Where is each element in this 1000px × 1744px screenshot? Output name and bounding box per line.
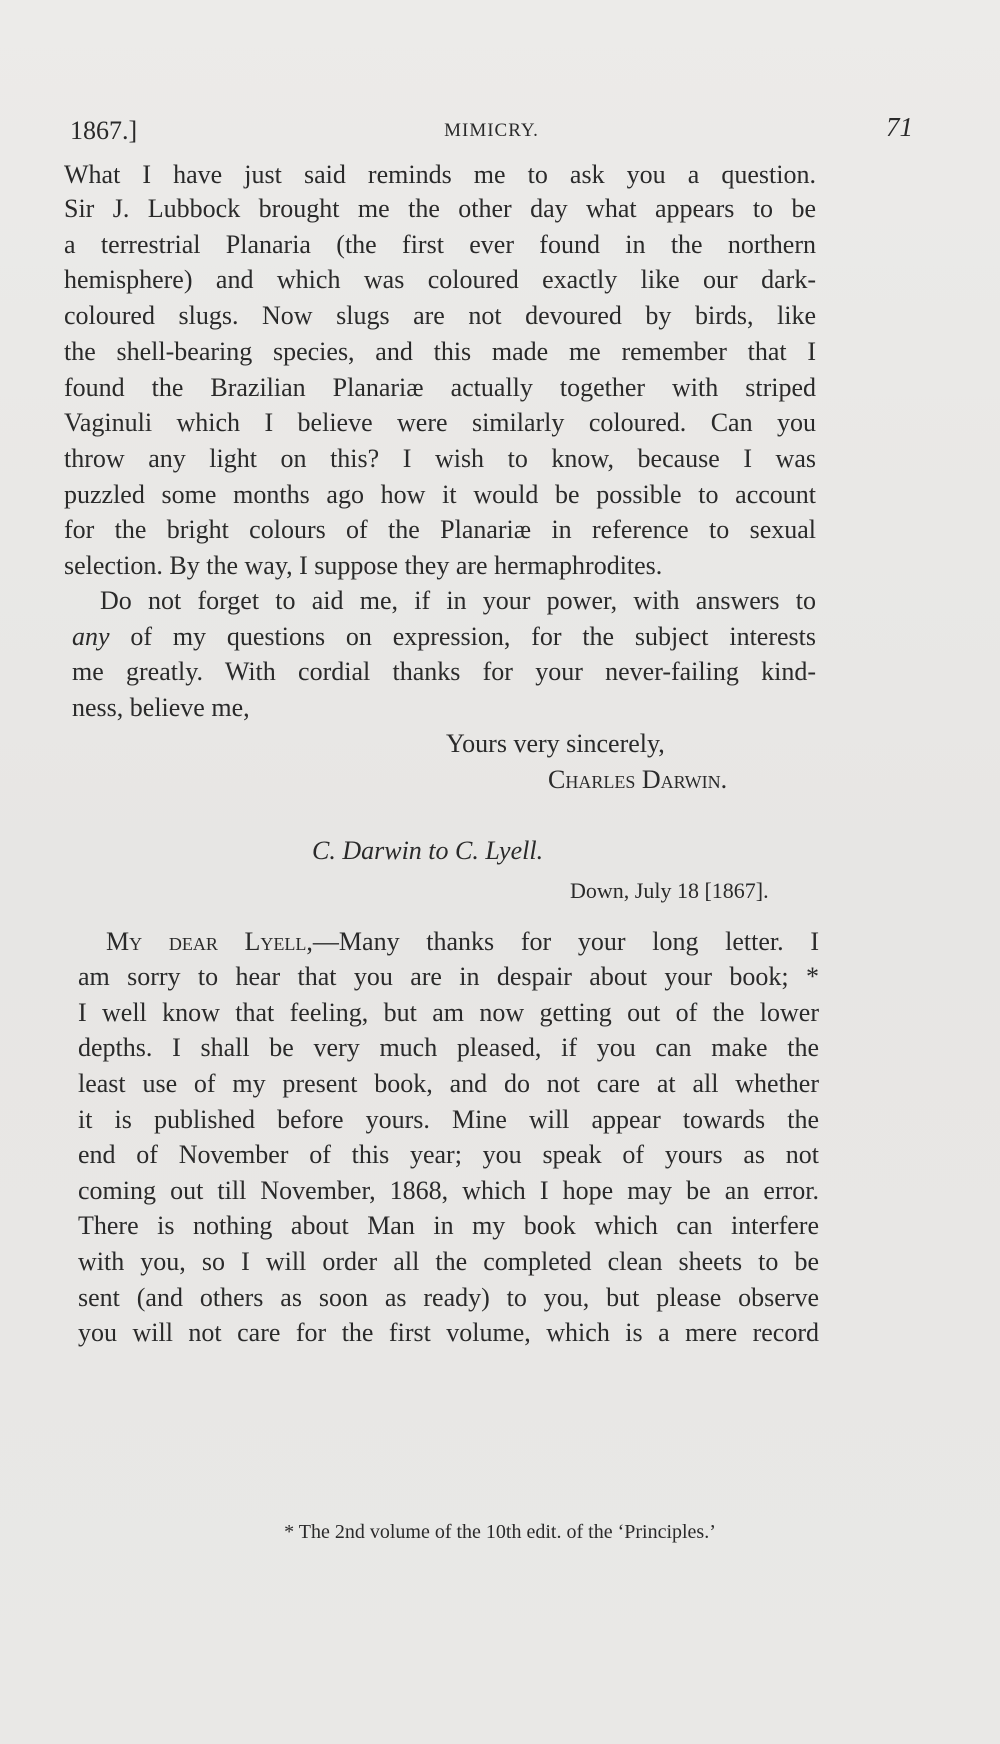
text-line: coloured slugs. Now slugs are not devoured by birds, like: [64, 301, 816, 330]
text-line: I well know that feeling, but am now getting out of the lower: [78, 998, 819, 1027]
text-line: end of November of this year; you speak of yours as not: [78, 1140, 819, 1169]
text-line: sent (and others as soon as ready) to you, but please observe: [78, 1283, 819, 1312]
text-line: me greatly. With cordial thanks for your never-failing kind-: [72, 657, 816, 686]
signature: Charles Darwin.: [548, 765, 728, 794]
text-line: throw any light on this? I wish to know, because I was: [64, 444, 816, 473]
page-number: 71: [886, 112, 913, 142]
text-line: coming out till November, 1868, which I hope may be an error.: [78, 1176, 819, 1205]
emphasis-word: any: [72, 622, 110, 651]
text-line: Vaginuli which I believe were similarly coloured. Can you: [64, 408, 816, 437]
text-span: —Many thanks for your long letter. I: [312, 927, 820, 956]
header-year: 1867.]: [70, 116, 138, 145]
text-line: [106, 929, 819, 955]
text-line: [72, 624, 816, 650]
footnote: * The 2nd volume of the 10th edit. of the ‘Principles.’: [284, 1521, 716, 1543]
text-line: am sorry to hear that you are in despair about your book; *: [78, 962, 819, 991]
text-line: a terrestrial Planaria (the first ever found in the northern: [64, 230, 816, 259]
salutation: My dear Lyell,: [106, 927, 313, 956]
text-line: least use of my present book, and do not care at all whether: [78, 1069, 819, 1098]
text-line: found the Brazilian Planariæ actually together with striped: [64, 373, 816, 402]
running-header: [70, 112, 913, 152]
text-line: Do not forget to aid me, if in your power, with answers to: [100, 586, 816, 615]
text-line: you will not care for the first volume, which is a mere record: [78, 1318, 819, 1347]
text-line: it is published before yours. Mine will appear towards the: [78, 1105, 819, 1134]
text-line: puzzled some months ago how it would be possible to account: [64, 480, 816, 509]
letter-closing: Yours very sincerely,: [446, 729, 665, 758]
text-line: hemisphere) and which was coloured exactly like our dark-: [64, 265, 816, 294]
text-line: Sir J. Lubbock brought me the other day what appears to be: [64, 194, 816, 223]
letter-heading: C. Darwin to C. Lyell.: [312, 836, 544, 865]
dateline: Down, July 18 [1867].: [570, 878, 769, 903]
text-line: for the bright colours of the Planariæ in reference to sexual: [64, 515, 816, 544]
header-title: MIMICRY.: [444, 120, 539, 141]
text-line: selection. By the way, I suppose they are hermaphrodites.: [64, 551, 663, 580]
text-line: What I have just said reminds me to ask you a question.: [64, 160, 816, 189]
text-line: depths. I shall be very much pleased, if you can make the: [78, 1033, 819, 1062]
text-line: ness, believe me,: [72, 693, 250, 722]
text-line: with you, so I will order all the completed clean sheets to be: [78, 1247, 819, 1276]
text-line: There is nothing about Man in my book which can interfere: [78, 1211, 819, 1240]
text-span: of my questions on expression, for the subject interests: [109, 622, 816, 651]
text-line: the shell-bearing species, and this made me remember that I: [64, 337, 816, 366]
